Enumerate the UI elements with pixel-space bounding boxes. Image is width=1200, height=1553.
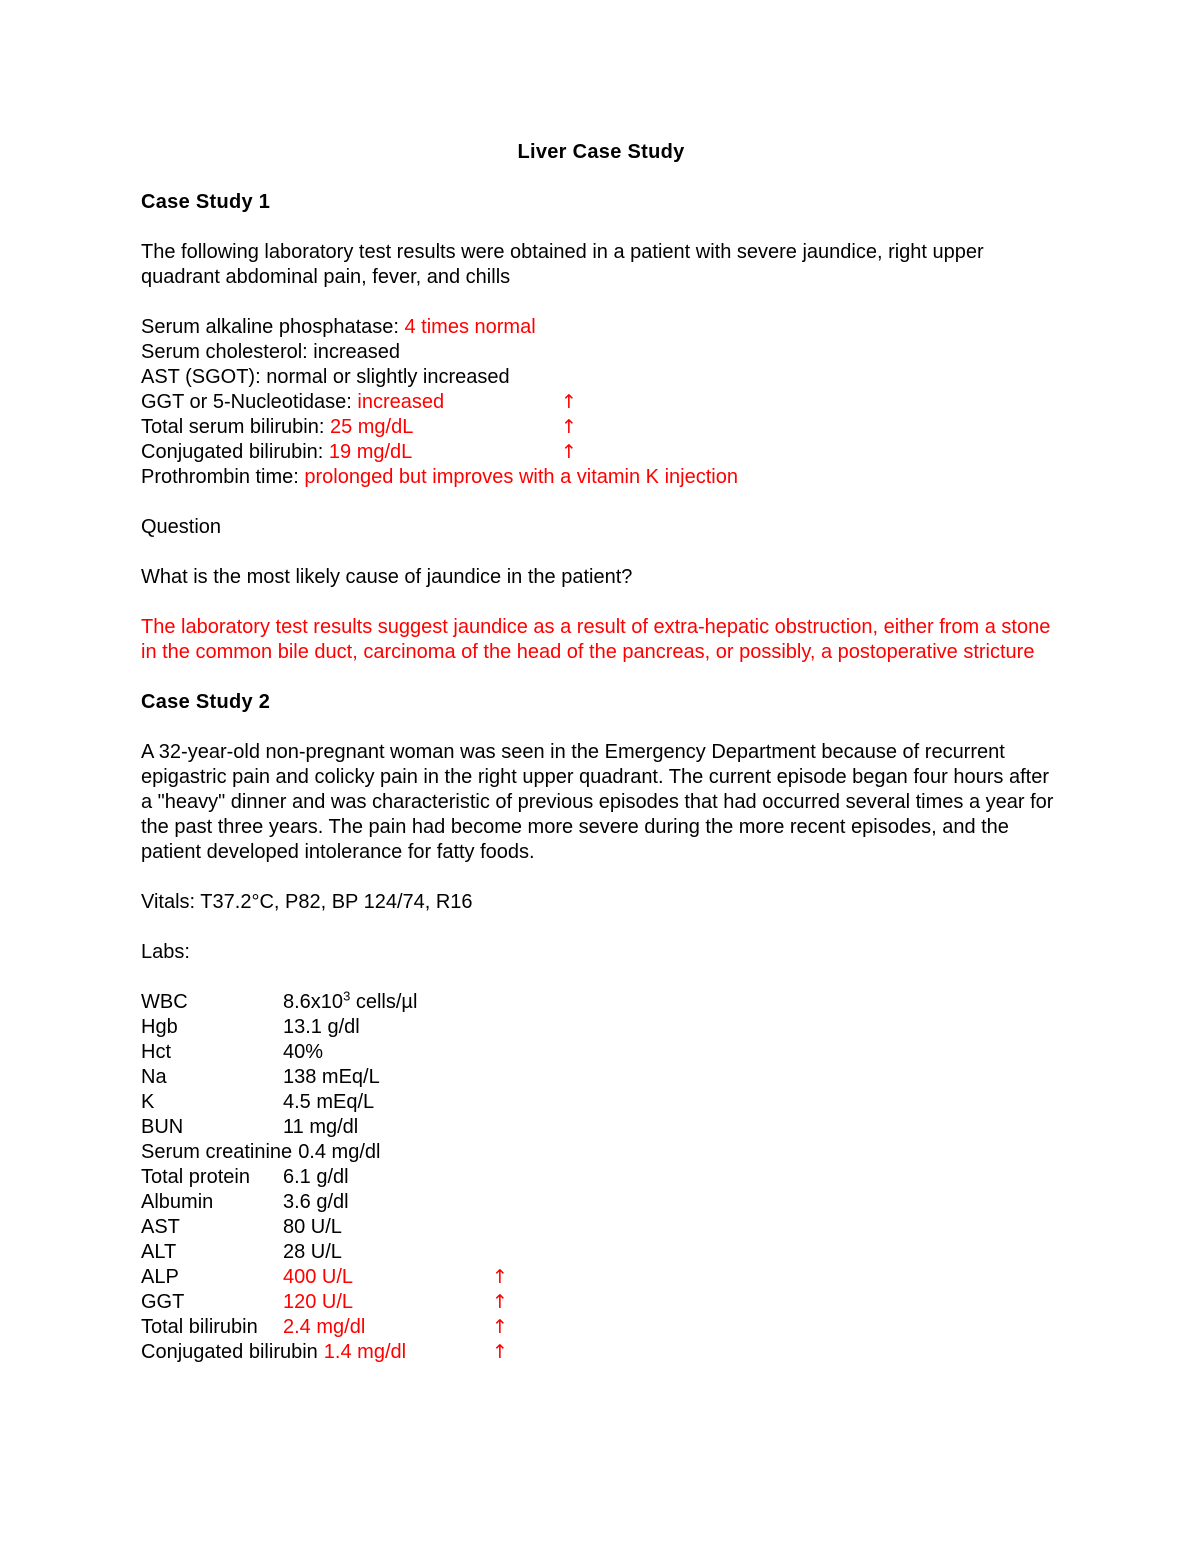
lab-result-line [141, 440, 1061, 465]
lab-value: 0.4 mg/dl [298, 1141, 381, 1163]
lab-value: $8.6x10^3$ cells/µl [283, 988, 418, 1013]
lab-row [141, 1265, 1061, 1290]
lab-value: 138 mEq/L [283, 1066, 380, 1088]
lab-row [141, 1090, 1061, 1115]
lab-name: BUN [141, 1116, 184, 1138]
lab-result-label: Prothrombin time: [141, 466, 305, 488]
lab-row [141, 1165, 1061, 1190]
lab-result-value: 25 mg/dL [329, 416, 414, 438]
up-arrow-icon: ↑ [561, 441, 577, 463]
lab-result-label: Serum alkaline phosphatase: [141, 316, 405, 338]
lab-row [141, 1215, 1061, 1240]
lab-result-label: GGT or 5-Nucleotidase: [141, 391, 358, 413]
lab-row-wbc [141, 990, 1061, 1015]
lab-result-line [141, 315, 1061, 340]
lab-row [141, 1115, 1061, 1140]
up-arrow-icon: ↑ [561, 416, 577, 438]
lab-value: 120 U/L [283, 1291, 354, 1313]
up-arrow-icon: ↑ [492, 1266, 508, 1288]
lab-row [141, 1015, 1061, 1040]
lab-result-line [141, 415, 1061, 440]
lab-result-value: 4 times normal [404, 316, 536, 338]
lab-row [141, 1290, 1061, 1315]
lab-value: 40% [283, 1041, 324, 1063]
lab-row [141, 1190, 1061, 1215]
lab-row [141, 1140, 1061, 1165]
lab-name: Na [141, 1066, 167, 1088]
lab-result-line [141, 365, 1061, 390]
up-arrow-icon: ↑ [492, 1341, 508, 1363]
lab-name: K [141, 1091, 155, 1113]
lab-value: 11 mg/dl [283, 1116, 359, 1138]
lab-name: WBC [141, 991, 188, 1013]
lab-name: AST [141, 1216, 180, 1238]
case-study-2-heading: Case Study 2 [141, 691, 271, 713]
lab-result-value: prolonged but improves with a vitamin K injection [304, 466, 738, 488]
lab-name: ALT [141, 1241, 177, 1263]
lab-value: 13.1 g/dl [283, 1016, 360, 1038]
lab-row [141, 1040, 1061, 1065]
case-study-1-intro: The following laboratory test results were obtained in a patient with severe jaundice, right upper quadrant abdominal pain, fever, and chills [141, 241, 984, 288]
lab-result-line [141, 340, 1061, 365]
lab-name: Serum creatinine [141, 1141, 293, 1163]
lab-name: Hgb [141, 1016, 178, 1038]
lab-result-line [141, 465, 1061, 490]
case-study-1 [141, 190, 1061, 665]
lab-value: 4.5 mEq/L [283, 1091, 375, 1113]
lab-name: Total bilirubin [141, 1316, 258, 1338]
lab-value: 28 U/L [283, 1241, 342, 1263]
lab-value: 1.4 mg/dl [323, 1341, 407, 1363]
up-arrow-icon: ↑ [492, 1291, 508, 1313]
up-arrow-icon: ↑ [492, 1316, 508, 1338]
lab-row [141, 1340, 1061, 1365]
lab-result-label: Serum cholesterol: increased [141, 341, 401, 363]
lab-row [141, 1240, 1061, 1265]
lab-name: GGT [141, 1291, 185, 1313]
lab-result-value: increased [357, 391, 445, 413]
question-label: Question [141, 516, 222, 538]
lab-name: ALP [141, 1266, 179, 1288]
case-study-1-heading: Case Study 1 [141, 191, 271, 213]
lab-value: 2.4 mg/dl [283, 1316, 366, 1338]
answer-text: The laboratory test results suggest jaundice as a result of extra-hepatic obstruction, either from a stone in the common bile duct, carcinoma of the head of the pancreas, or possibly, a postoperative stricture [141, 616, 1051, 663]
lab-value: 80 U/L [283, 1216, 342, 1238]
case-study-2-lab-table [141, 1015, 1061, 1365]
lab-result-label: Conjugated bilirubin: [141, 441, 329, 463]
document-title: Liver Case Study [517, 141, 685, 163]
question-text: What is the most likely cause of jaundice in the patient? [141, 566, 633, 588]
lab-row [141, 1065, 1061, 1090]
case-study-2-intro: A 32-year-old non-pregnant woman was seen in the Emergency Department because of recurrent epigastric pain and colicky pain in the right upper quadrant. The current episode began four hours after a "heavy" dinner and was characteristic of previous episodes that had occurred several times a year for the past three years. The pain had become more severe during the more recent episodes, and the patient developed intolerance for fatty foods. [141, 741, 1054, 863]
lab-row [141, 1315, 1061, 1340]
lab-name: Total protein [141, 1166, 250, 1188]
lab-value: 400 U/L [283, 1266, 354, 1288]
lab-result-label: AST (SGOT): normal or slightly increased [141, 366, 510, 388]
lab-value: 6.1 g/dl [283, 1166, 349, 1188]
lab-result-line [141, 390, 1061, 415]
lab-name: Conjugated bilirubin [141, 1341, 318, 1363]
case-study-1-lab-results [141, 315, 1061, 490]
up-arrow-icon: ↑ [561, 391, 577, 413]
vitals-text: Vitals: T37.2°C, P82, BP 124/74, R16 [141, 891, 473, 913]
document-content [141, 140, 1061, 1365]
lab-value: 3.6 g/dl [283, 1191, 349, 1213]
lab-name: Hct [141, 1041, 171, 1063]
lab-result-label: Total serum bilirubin: [141, 416, 330, 438]
case-study-2 [141, 690, 1061, 1365]
lab-result-value: 19 mg/dL [328, 441, 413, 463]
lab-name: Albumin [141, 1191, 214, 1213]
labs-label: Labs: [141, 941, 190, 963]
